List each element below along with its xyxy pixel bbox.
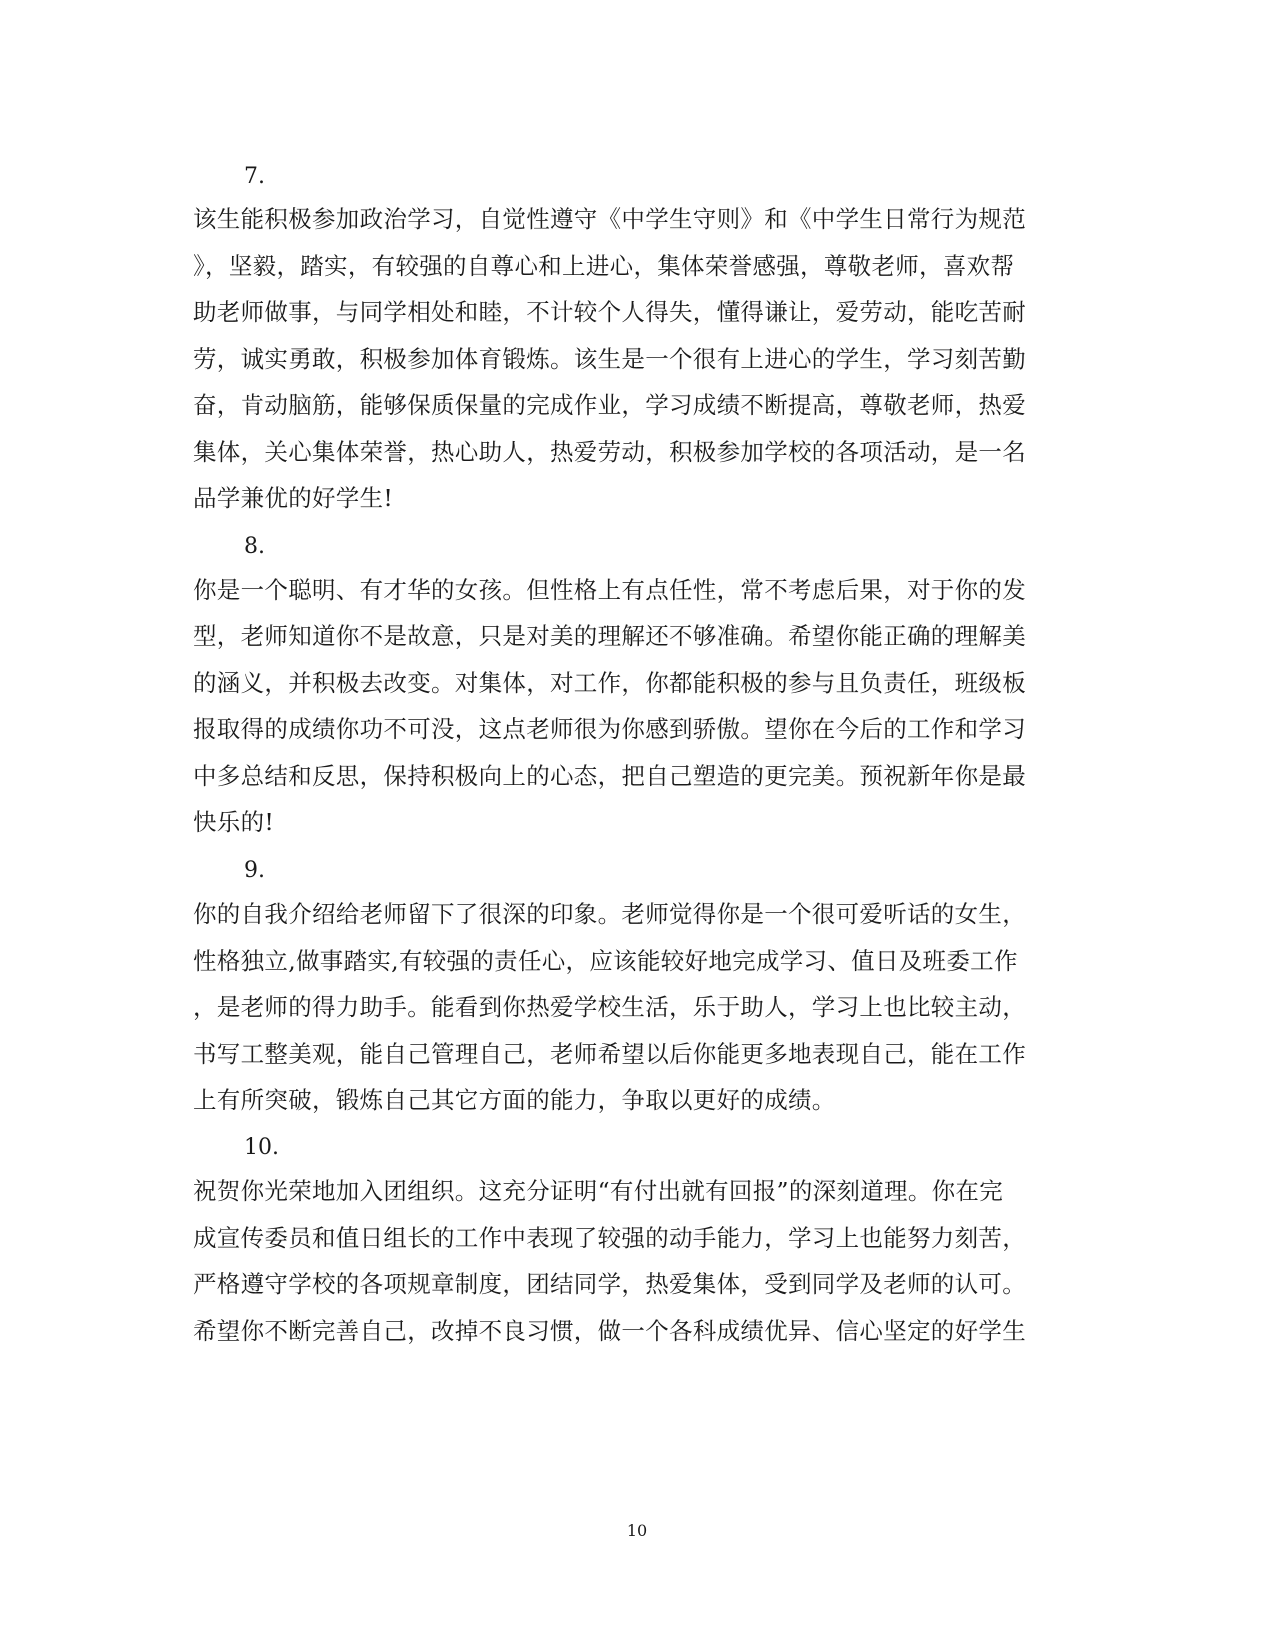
paragraph-line: 集体，关心集体荣誉，热心助人，热爱劳动，积极参加学校的各项活动，是一名 <box>193 438 1026 466</box>
paragraph-line: 祝贺你光荣地加入团组织。这充分证明“有付出就有回报”的深刻道理。你在完 <box>193 1177 1004 1205</box>
paragraph-line: 你的自我介绍给老师留下了很深的印象。老师觉得你是一个很可爱听话的女生， <box>193 900 1026 928</box>
paragraph-line: 劳，诚实勇敢，积极参加体育锻炼。该生是一个很有上进心的学生，学习刻苦勤 <box>193 345 1026 373</box>
entry-number: 7. <box>244 164 265 189</box>
entry-number: 10. <box>244 1135 279 1160</box>
paragraph-line: 你是一个聪明、有才华的女孩。但性格上有点任性，常不考虑后果，对于你的发 <box>193 576 1026 604</box>
paragraph-line: 报取得的成绩你功不可没，这点老师很为你感到骄傲。望你在今后的工作和学习 <box>193 715 1026 743</box>
paragraph-line: 奋，肯动脑筋，能够保质保量的完成作业，学习成绩不断提高，尊敬老师，热爱 <box>193 391 1026 419</box>
paragraph-line: 成宣传委员和值日组长的工作中表现了较强的动手能力，学习上也能努力刻苦， <box>193 1224 1026 1252</box>
paragraph-line: 品学兼优的好学生! <box>193 484 394 512</box>
paragraph-line: 书写工整美观，能自己管理自己，老师希望以后你能更多地表现自己，能在工作 <box>193 1040 1026 1068</box>
paragraph-line: 的涵义，并积极去改变。对集体，对工作，你都能积极的参与且负责任，班级板 <box>193 669 1026 697</box>
paragraph-line: 》，坚毅，踏实，有较强的自尊心和上进心，集体荣誉感强，尊敬老师，喜欢帮 <box>193 252 1015 280</box>
paragraph-line: ，是老师的得力助手。能看到你热爱学校生活，乐于助人，学习上也比较主动， <box>193 993 1026 1021</box>
paragraph-line: 快乐的! <box>193 808 275 836</box>
paragraph-line: 助老师做事，与同学相处和睦，不计较个人得失，懂得谦让，爱劳动，能吃苦耐 <box>193 298 1026 326</box>
paragraph-line: 性格独立,做事踏实,有较强的责任心，应该能较好地完成学习、值日及班委工作 <box>193 947 1018 975</box>
entry-number: 8. <box>244 534 265 559</box>
paragraph-line: 中多总结和反思，保持积极向上的心态，把自己塑造的更完美。预祝新年你是最 <box>193 762 1026 790</box>
entry-number: 9. <box>244 858 265 883</box>
paragraph-line: 严格遵守学校的各项规章制度，团结同学，热爱集体，受到同学及老师的认可。 <box>193 1270 1026 1298</box>
paragraph-line: 上有所突破，锻炼自己其它方面的能力，争取以更好的成绩。 <box>193 1086 836 1114</box>
paragraph-line: 希望你不断完善自己，改掉不良习惯，做一个各科成绩优异、信心坚定的好学生 <box>193 1317 1026 1345</box>
paragraph-line: 型，老师知道你不是故意，只是对美的理解还不够准确。希望你能正确的理解美 <box>193 622 1026 650</box>
paragraph-line: 该生能积极参加政治学习，自觉性遵守《中学生守则》和《中学生日常行为规范 <box>193 205 1026 233</box>
page-number: 10 <box>626 1521 648 1540</box>
